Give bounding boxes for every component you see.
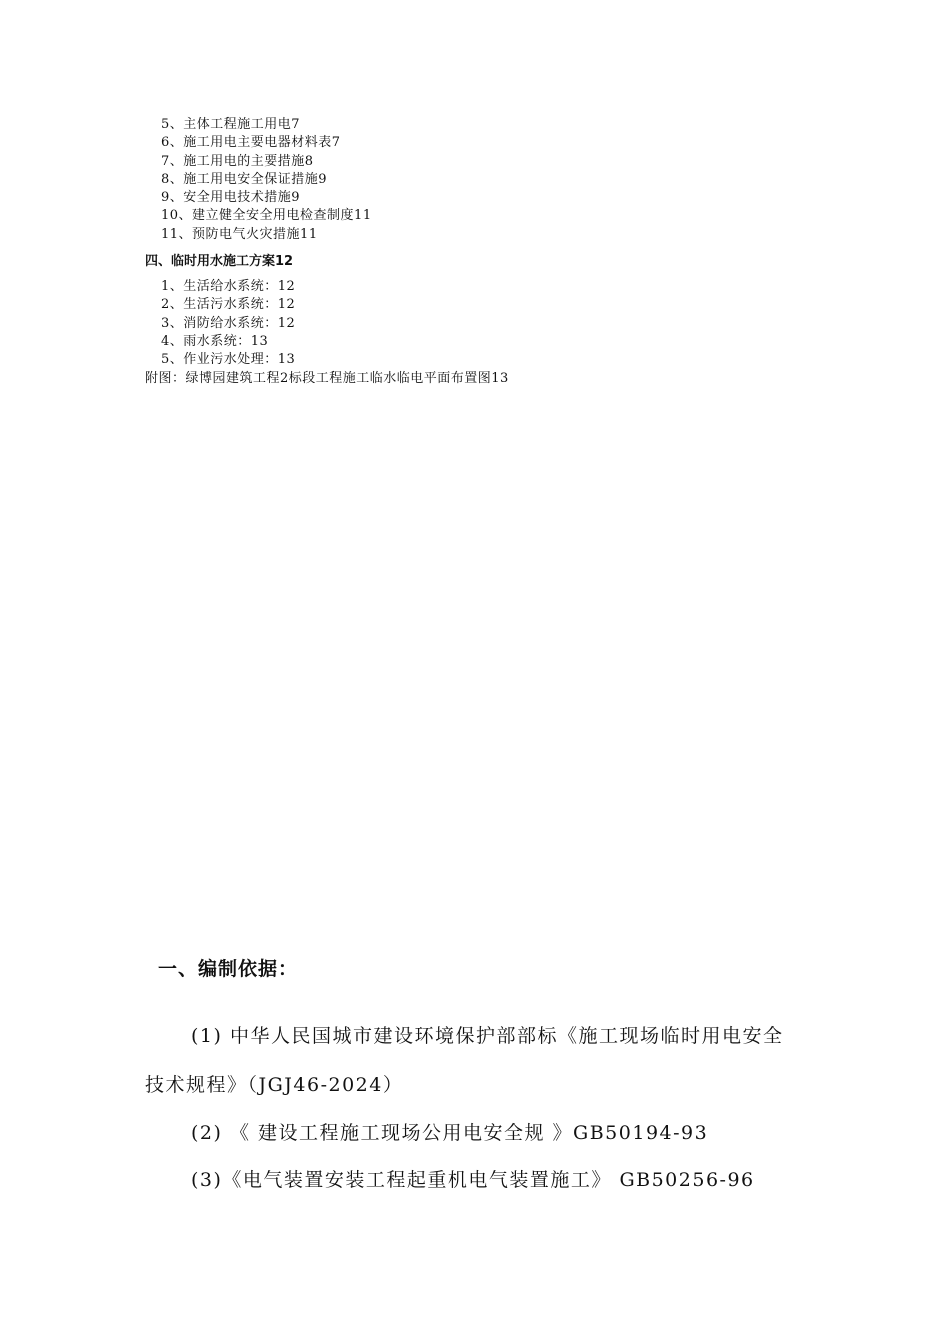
- toc-item[interactable]: 9、安全用电技术措施9: [161, 190, 301, 206]
- toc-item[interactable]: 4、雨水系统：13: [161, 333, 269, 349]
- toc-item[interactable]: 3、消防给水系统：12: [161, 315, 296, 331]
- toc-item[interactable]: 11、预防电气火灾措施11: [161, 226, 318, 242]
- toc-section-heading[interactable]: 四、临时用水施工方案12: [145, 254, 294, 270]
- toc-appendix[interactable]: 附图：绿博园建筑工程2标段工程施工临水临电平面布置图13: [145, 370, 509, 386]
- basis-paragraph-3: (3)《电气装置安装工程起重机电气装置施工》 GB50256-96: [191, 1169, 755, 1191]
- toc-item[interactable]: 5、作业污水处理：13: [161, 352, 296, 368]
- basis-paragraph-1-line-2: 技术规程》（JGJ46-2024）: [145, 1074, 404, 1096]
- toc-item[interactable]: 6、施工用电主要电器材料表7: [161, 135, 341, 151]
- toc-item[interactable]: 10、建立健全安全用电检查制度11: [161, 208, 372, 224]
- basis-paragraph-1-line-1: (1) 中华人民国城市建设环境保护部部标《施工现场临时用电安全: [191, 1025, 784, 1047]
- toc-item[interactable]: 5、主体工程施工用电7: [161, 117, 301, 132]
- toc-item[interactable]: 8、施工用电安全保证措施9: [161, 171, 328, 187]
- toc-item[interactable]: 1、生活给水系统：12: [161, 279, 296, 295]
- basis-paragraph-2: (2) 《 建设工程施工现场公用电安全规 》GB50194-93: [191, 1122, 709, 1144]
- section-title: 一、编制依据：: [158, 958, 299, 980]
- toc-item[interactable]: 2、生活污水系统：12: [161, 297, 296, 313]
- toc-item[interactable]: 7、施工用电的主要措施8: [161, 153, 314, 169]
- table-of-contents: [145, 116, 845, 388]
